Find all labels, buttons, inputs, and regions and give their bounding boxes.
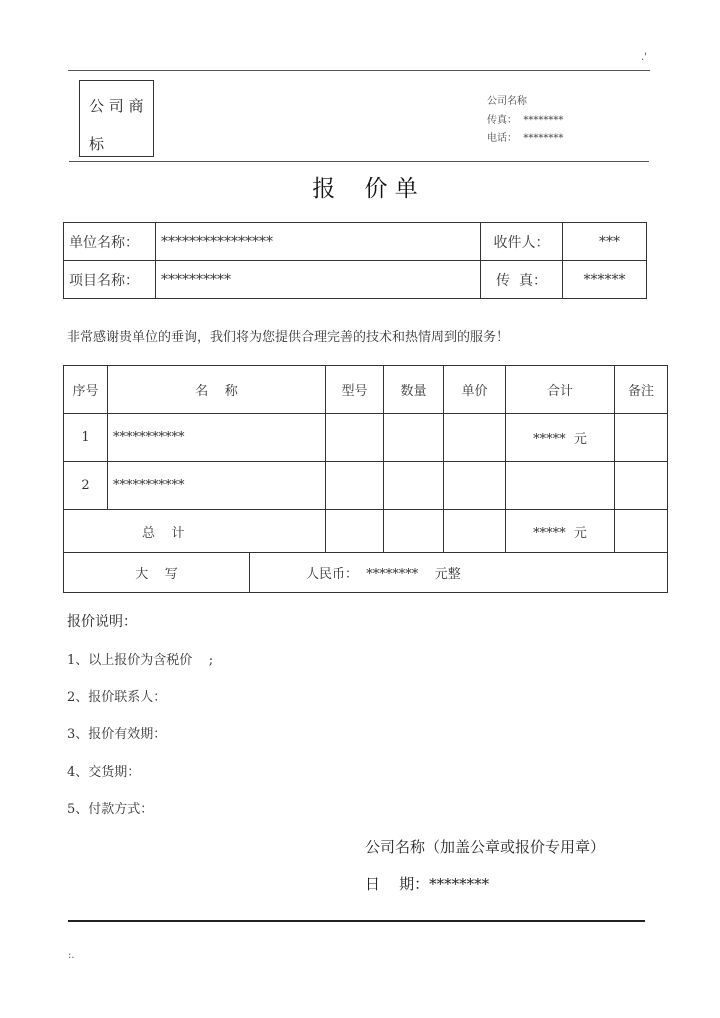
- row-model: [326, 414, 384, 462]
- capital-value: 人民币： ******** 元整: [250, 553, 668, 593]
- note-item: 4、交货期：: [67, 765, 141, 780]
- signature-date: 日 期：********: [365, 875, 490, 893]
- client-info-table: [63, 222, 647, 299]
- header-name: 名 称: [108, 366, 326, 414]
- row-remark: [615, 462, 668, 510]
- header-total: 合计: [506, 366, 615, 414]
- project-value: **********: [156, 261, 481, 299]
- greeting-text: 非常感谢贵单位的垂询，我们将为您提供合理完善的技术和热情周到的服务！: [67, 330, 510, 345]
- logo-text-line1: 公 司 商: [89, 97, 144, 115]
- row-no: 2: [64, 462, 108, 510]
- row-remark: [615, 414, 668, 462]
- note-item: 3、报价有效期：: [67, 727, 167, 742]
- row-price: [444, 462, 506, 510]
- header-price: 单价: [444, 366, 506, 414]
- table-row: [64, 414, 668, 462]
- table-header-row: [64, 366, 668, 414]
- fax-value: ******: [563, 261, 647, 299]
- signature-company: 公司名称（加盖公章或报价专用章）: [365, 838, 606, 856]
- sum-row: [64, 510, 668, 553]
- unit-label: 单位名称：: [64, 223, 156, 261]
- header-fax: 传真： ********: [487, 115, 564, 126]
- project-label: 项目名称：: [64, 261, 156, 299]
- header-no: 序号: [64, 366, 108, 414]
- note-item: 5、付款方式：: [67, 802, 154, 817]
- capital-amount-table: [63, 552, 668, 593]
- row-model: [326, 462, 384, 510]
- header-bottom-rule: [69, 161, 649, 162]
- header-model: 型号: [326, 366, 384, 414]
- note-item: 1、以上报价为含税价 ;: [67, 653, 214, 668]
- page-title: 报 价 单: [312, 176, 418, 202]
- row-price: [444, 414, 506, 462]
- quote-items-table: [63, 365, 668, 553]
- row-no: 1: [64, 414, 108, 462]
- company-logo-placeholder: [79, 80, 154, 157]
- corner-mark: .': [641, 52, 647, 63]
- row-qty: [384, 414, 444, 462]
- header-qty: 数量: [384, 366, 444, 414]
- recipient-value: ***: [563, 223, 647, 261]
- header-top-rule: [68, 70, 650, 71]
- footer-rule: [68, 920, 645, 922]
- header-remark: 备注: [615, 366, 668, 414]
- header-company-name: 公司名称: [487, 96, 527, 107]
- header-phone: 电话： ********: [487, 133, 564, 144]
- sum-value: ***** 元: [506, 510, 615, 553]
- row-name: ***********: [108, 462, 326, 510]
- logo-text-line2: 标: [89, 135, 105, 153]
- capital-label: 大 写: [64, 553, 250, 593]
- note-item: 2、报价联系人：: [67, 690, 167, 705]
- fax-label: 传 真：: [481, 261, 563, 299]
- row-total: [506, 462, 615, 510]
- table-row: [64, 462, 668, 510]
- row-name: ***********: [108, 414, 326, 462]
- sum-label: 总 计: [64, 510, 326, 553]
- recipient-label: 收件人：: [481, 223, 563, 261]
- unit-value: ****************: [156, 223, 481, 261]
- bottom-mark: :.: [68, 950, 75, 961]
- row-total: ***** 元: [506, 414, 615, 462]
- notes-title: 报价说明：: [67, 614, 137, 630]
- row-qty: [384, 462, 444, 510]
